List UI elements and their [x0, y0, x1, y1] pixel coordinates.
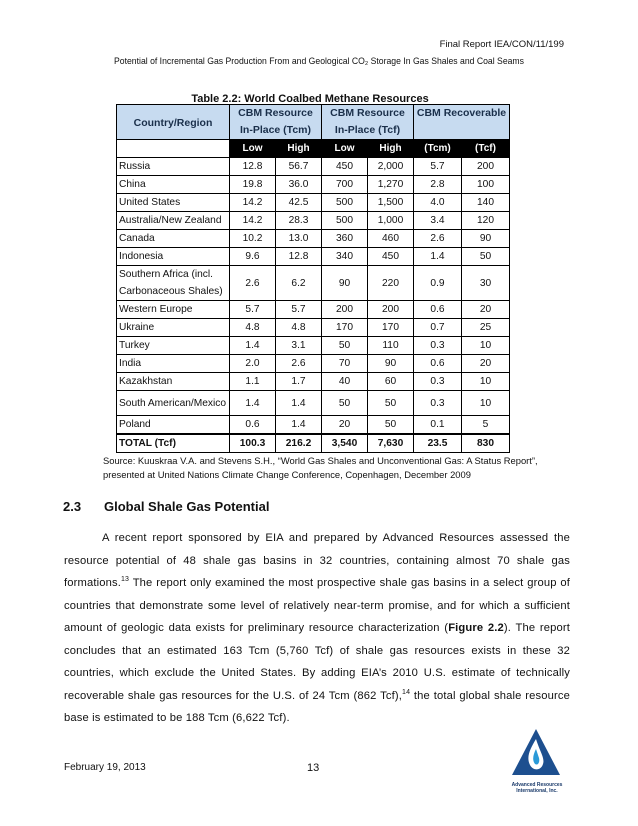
body-paragraph: A recent report sponsored by EIA and prepared by Advanced Resources assessed the resource potential of 48 shale gas basins in 32 countries, containing almost 70 shale gas formations.$^{13}$ The report only examined the most prospective shale gas basins in a select group of countries that demonstrate some level of relatively near-term promise, and for which a sufficient amount of geologic data exists for preliminary resource characterization (Figure 2.2). The report concludes that an estimated 163 Tcm (5,760 Tcf) of shale gas resources exists in these 32 countries, which exclude the United States. By adding EIA’s 2010 U.S. estimate of technically recoverable shale gas resources for the U.S. of 24 Tcm (862 Tcf),$^{14}$ the total global shale resource base is estimated to be 188 Tcm (6,622 Tcf).	[64, 532, 571, 724]
value-cell: 90	[462, 230, 510, 248]
value-cell: 10	[462, 337, 510, 355]
subheader-low-tcm: Low	[230, 140, 276, 158]
value-cell: 0.6	[230, 416, 276, 435]
value-cell: 50	[322, 337, 368, 355]
value-cell: 28.3	[276, 212, 322, 230]
value-cell: 340	[322, 248, 368, 266]
value-cell: 60	[368, 373, 414, 391]
value-cell: 90	[322, 266, 368, 301]
value-cell: 170	[368, 319, 414, 337]
value-cell: 90	[368, 355, 414, 373]
table-row	[117, 416, 510, 435]
value-cell: 1,000	[368, 212, 414, 230]
table-row	[117, 391, 510, 416]
value-cell: 20	[462, 301, 510, 319]
value-cell: 5.7	[276, 301, 322, 319]
value-cell: 2.6	[230, 266, 276, 301]
value-cell: 20	[322, 416, 368, 435]
value-cell: 40	[322, 373, 368, 391]
country-cell: Western Europe	[117, 301, 230, 319]
country-cell: Ukraine	[117, 319, 230, 337]
total-label: TOTAL (Tcf)	[117, 434, 230, 453]
country-cell: India	[117, 355, 230, 373]
value-cell: 700	[322, 176, 368, 194]
value-cell: 13.0	[276, 230, 322, 248]
company-logo-text: Advanced Resources International, Inc.	[511, 782, 563, 794]
value-cell: 1.4	[230, 337, 276, 355]
subheader-low-tcf: Low	[322, 140, 368, 158]
col-group-tcf-inplace: CBM Resource In-Place (Tcf)	[322, 105, 414, 140]
value-cell: 5.7	[230, 301, 276, 319]
value-cell: 5	[462, 416, 510, 435]
value-cell: 360	[322, 230, 368, 248]
value-cell: 1.4	[276, 416, 322, 435]
country-cell: China	[117, 176, 230, 194]
table-row	[117, 212, 510, 230]
value-cell: 1,270	[368, 176, 414, 194]
subheader-high-tcm: High	[276, 140, 322, 158]
value-cell: 200	[322, 301, 368, 319]
footer-date: February 19, 2013	[64, 762, 146, 773]
country-cell: United States	[117, 194, 230, 212]
table-row	[117, 301, 510, 319]
value-cell: 12.8	[276, 248, 322, 266]
value-cell: 50	[322, 391, 368, 416]
cbm-resources-table	[116, 104, 510, 453]
value-cell: 50	[368, 416, 414, 435]
value-cell: 5.7	[414, 158, 462, 176]
value-cell: 450	[322, 158, 368, 176]
col-group-tcm-inplace: CBM Resource In-Place (Tcm)	[230, 105, 322, 140]
table-row	[117, 337, 510, 355]
section-number: 2.3	[63, 499, 82, 514]
table-subheader-row	[117, 140, 510, 158]
company-logo-icon	[508, 725, 564, 785]
value-cell: 14.2	[230, 212, 276, 230]
table-row	[117, 266, 510, 301]
table-row	[117, 158, 510, 176]
country-cell: South American/Mexico	[117, 391, 230, 416]
value-cell: 500	[322, 194, 368, 212]
table-source-note: Source: Kuuskraa V.A. and Stevens S.H., “World Gas Shales and Unconventional Gas: A Status Report”, presented at United Nations Climate Change Conference, Copenhagen, December 2009	[103, 455, 538, 480]
report-id: Final Report IEA/CON/11/199	[439, 39, 564, 50]
col-country-header: Country/Region	[117, 105, 230, 140]
value-cell: 0.9	[414, 266, 462, 301]
total-cell: 23.5	[414, 434, 462, 453]
value-cell: 6.2	[276, 266, 322, 301]
value-cell: 0.6	[414, 301, 462, 319]
table-row	[117, 230, 510, 248]
country-cell: Kazakhstan	[117, 373, 230, 391]
total-cell: 216.2	[276, 434, 322, 453]
value-cell: 0.3	[414, 391, 462, 416]
table-row	[117, 355, 510, 373]
value-cell: 140	[462, 194, 510, 212]
value-cell: 2.8	[414, 176, 462, 194]
value-cell: 1.1	[230, 373, 276, 391]
section-title: Global Shale Gas Potential	[104, 499, 270, 514]
value-cell: 120	[462, 212, 510, 230]
value-cell: 1,500	[368, 194, 414, 212]
value-cell: 2.6	[414, 230, 462, 248]
value-cell: 19.8	[230, 176, 276, 194]
col-group-recoverable: CBM Recoverable	[414, 105, 510, 140]
country-cell: Turkey	[117, 337, 230, 355]
value-cell: 110	[368, 337, 414, 355]
table-row	[117, 194, 510, 212]
table-row	[117, 319, 510, 337]
value-cell: 200	[462, 158, 510, 176]
total-cell: 100.3	[230, 434, 276, 453]
value-cell: 30	[462, 266, 510, 301]
subheader-high-tcf: High	[368, 140, 414, 158]
value-cell: 10.2	[230, 230, 276, 248]
table-title: Table 2.2: World Coalbed Methane Resources	[191, 93, 429, 105]
value-cell: 12.8	[230, 158, 276, 176]
total-cell: 3,540	[322, 434, 368, 453]
value-cell: 4.0	[414, 194, 462, 212]
table-row	[117, 373, 510, 391]
value-cell: 200	[368, 301, 414, 319]
table-row	[117, 248, 510, 266]
value-cell: 56.7	[276, 158, 322, 176]
value-cell: 4.8	[276, 319, 322, 337]
value-cell: 460	[368, 230, 414, 248]
country-cell: Poland	[117, 416, 230, 435]
table-row	[117, 176, 510, 194]
subheader-rec-tcf: (Tcf)	[462, 140, 510, 158]
value-cell: 4.8	[230, 319, 276, 337]
country-cell: Southern Africa (incl. Carbonaceous Shales)	[117, 266, 230, 301]
value-cell: 0.6	[414, 355, 462, 373]
value-cell: 2,000	[368, 158, 414, 176]
value-cell: 1.4	[414, 248, 462, 266]
value-cell: 220	[368, 266, 414, 301]
page-number: 13	[307, 762, 320, 774]
subheader-rec-tcm: (Tcm)	[414, 140, 462, 158]
value-cell: 9.6	[230, 248, 276, 266]
figure-reference[interactable]: Figure 2.2	[448, 622, 504, 634]
value-cell: 42.5	[276, 194, 322, 212]
value-cell: 14.2	[230, 194, 276, 212]
value-cell: 0.3	[414, 373, 462, 391]
value-cell: 10	[462, 373, 510, 391]
country-cell: Canada	[117, 230, 230, 248]
value-cell: 500	[322, 212, 368, 230]
total-cell: 830	[462, 434, 510, 453]
table-header-row	[117, 105, 510, 140]
value-cell: 2.0	[230, 355, 276, 373]
value-cell: 3.4	[414, 212, 462, 230]
report-subtitle: Potential of Incremental Gas Production From and Geological CO₂ Storage In Gas Shales and Coal Seams	[114, 56, 524, 66]
value-cell: 0.1	[414, 416, 462, 435]
value-cell: 36.0	[276, 176, 322, 194]
footnote-ref-13[interactable]: 13	[121, 576, 130, 583]
footnote-ref-14[interactable]: 14	[402, 688, 411, 696]
country-cell: Indonesia	[117, 248, 230, 266]
table-total-row	[117, 434, 510, 453]
value-cell: 10	[462, 391, 510, 416]
value-cell: 25	[462, 319, 510, 337]
value-cell: 3.1	[276, 337, 322, 355]
country-cell: Australia/New Zealand	[117, 212, 230, 230]
value-cell: 0.7	[414, 319, 462, 337]
total-cell: 7,630	[368, 434, 414, 453]
country-cell: Russia	[117, 158, 230, 176]
value-cell: 1.7	[276, 373, 322, 391]
value-cell: 70	[322, 355, 368, 373]
value-cell: 20	[462, 355, 510, 373]
value-cell: 1.4	[276, 391, 322, 416]
value-cell: 170	[322, 319, 368, 337]
value-cell: 50	[462, 248, 510, 266]
value-cell: 450	[368, 248, 414, 266]
value-cell: 100	[462, 176, 510, 194]
value-cell: 1.4	[230, 391, 276, 416]
value-cell: 50	[368, 391, 414, 416]
value-cell: 0.3	[414, 337, 462, 355]
value-cell: 2.6	[276, 355, 322, 373]
